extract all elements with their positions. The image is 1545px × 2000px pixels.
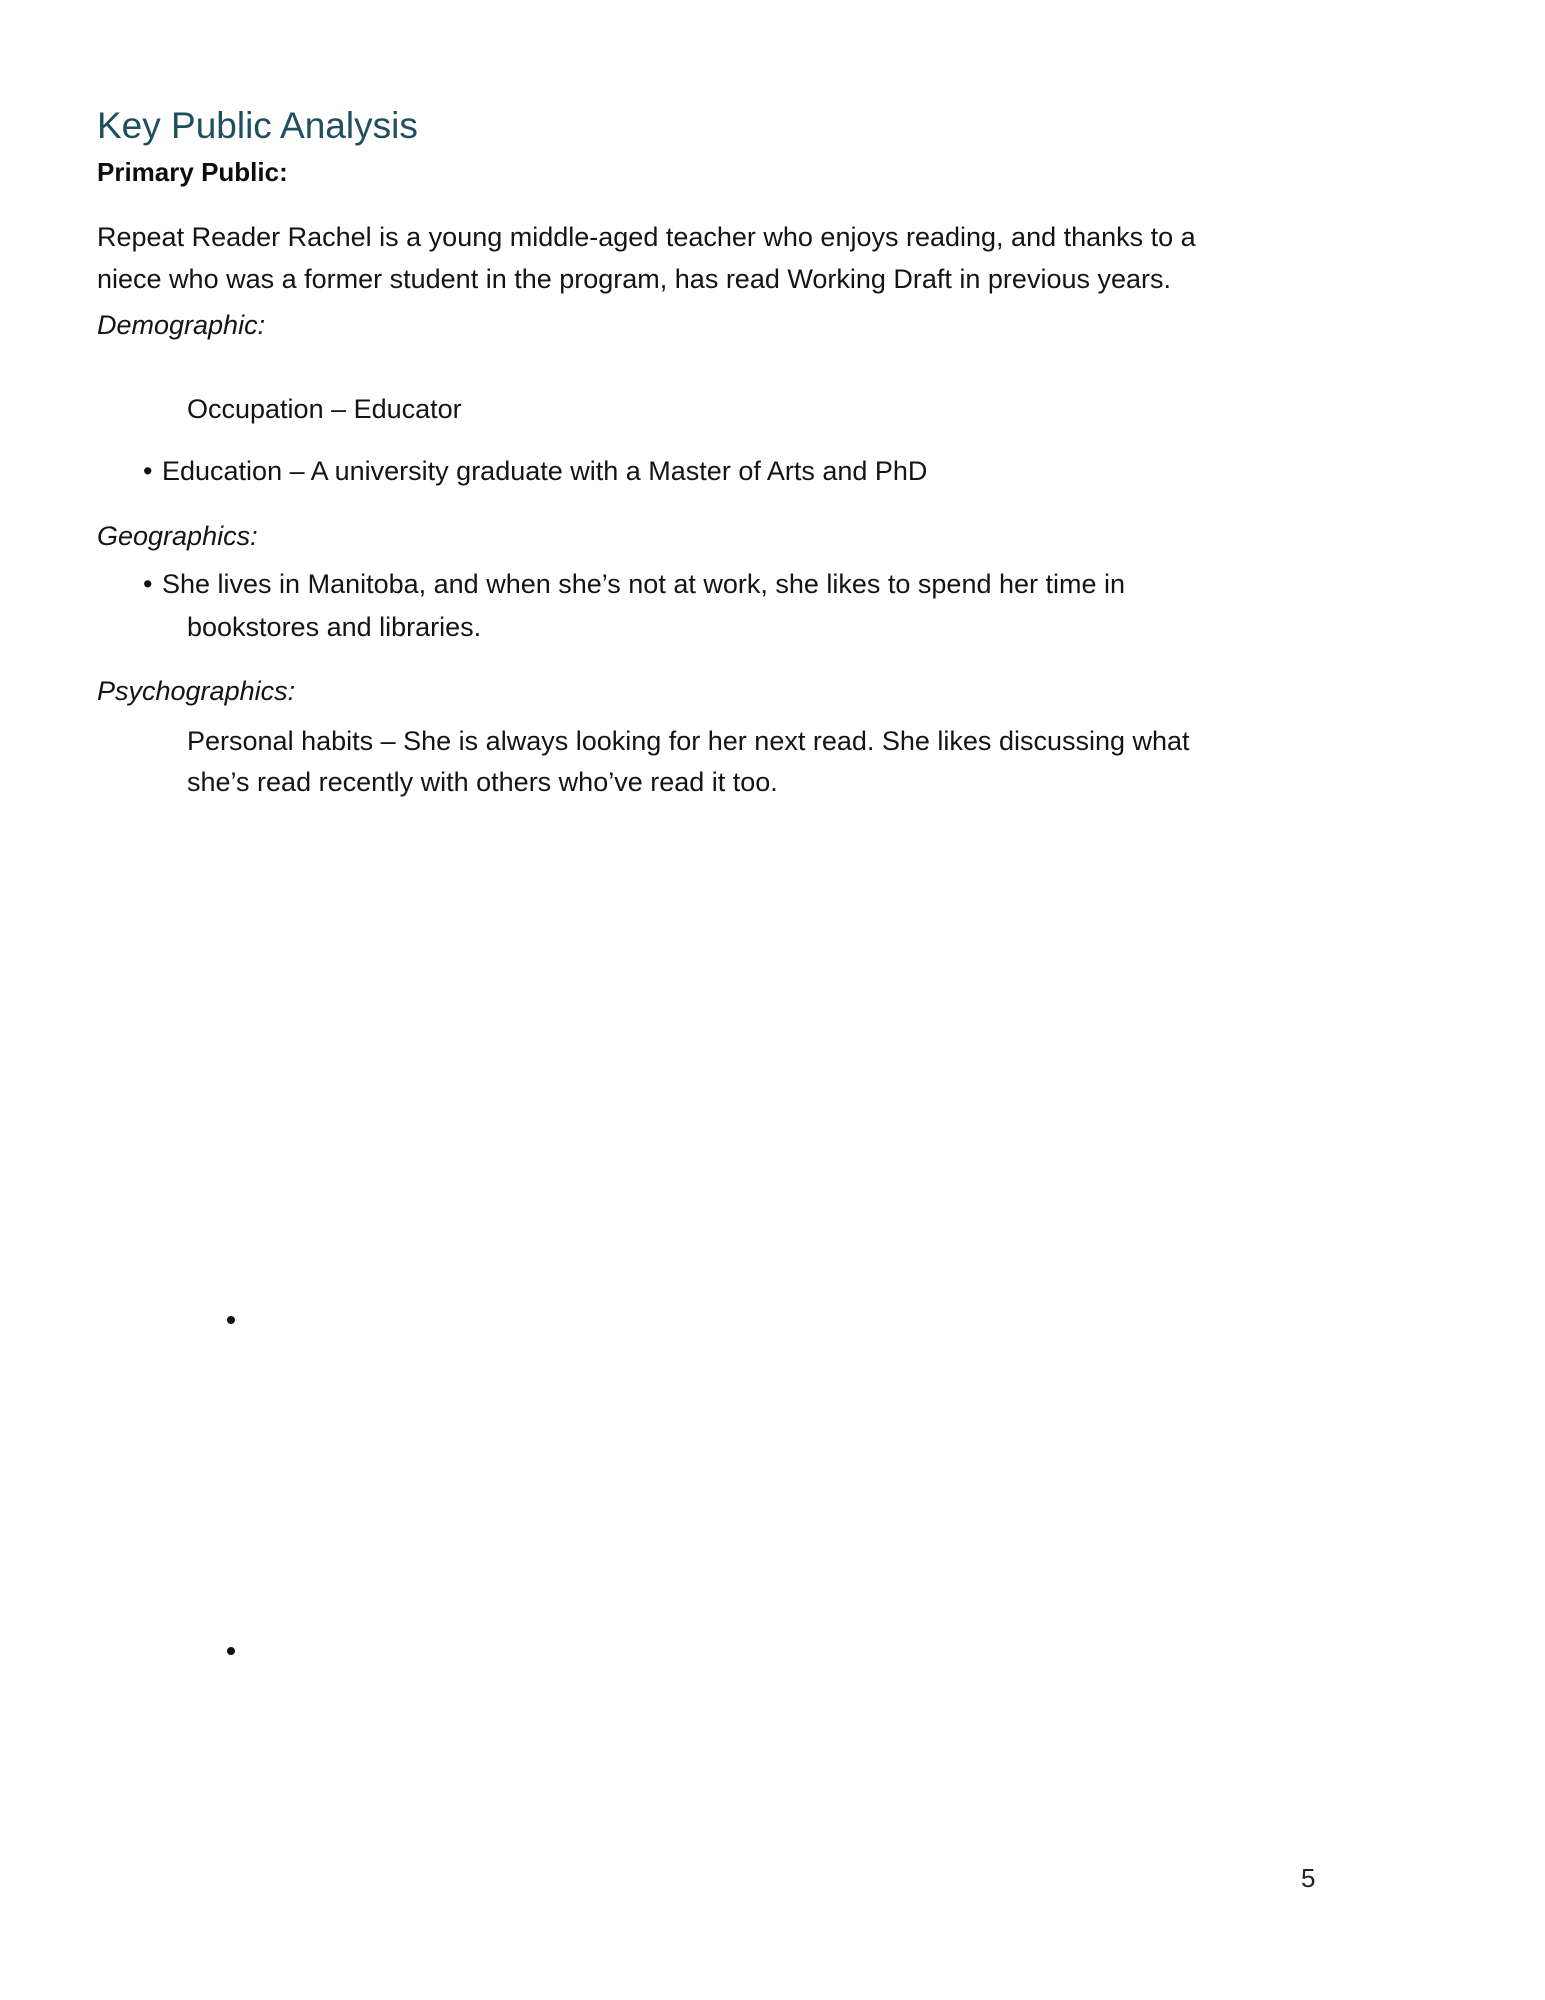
section-heading: Key Public Analysis xyxy=(97,105,418,146)
personal-habits-line-1: Personal habits – She is always looking for her next read. She likes discussing what xyxy=(187,726,1190,756)
empty-bullet-icon xyxy=(227,1316,235,1324)
demographic-label: Demographic: xyxy=(97,310,266,340)
intro-paragraph-line-1: Repeat Reader Rachel is a young middle-aged teacher who enjoys reading, and thanks to a xyxy=(97,222,1196,252)
education-item: Education – A university graduate with a Master of Arts and PhD xyxy=(162,456,928,486)
occupation-item: Occupation – Educator xyxy=(187,394,462,424)
psychographics-label: Psychographics: xyxy=(97,676,296,706)
empty-bullet-icon xyxy=(227,1647,235,1655)
intro-paragraph-line-2: niece who was a former student in the program, has read Working Draft in previous years. xyxy=(97,264,1172,294)
bullet-icon: • xyxy=(143,569,153,599)
bullet-icon: • xyxy=(143,456,153,486)
geographics-item-line-1: She lives in Manitoba, and when she’s not at work, she likes to spend her time in xyxy=(162,569,1126,599)
page-number: 5 xyxy=(1301,1863,1316,1893)
geographics-item-line-2: bookstores and libraries. xyxy=(187,612,482,642)
primary-public-subheading: Primary Public: xyxy=(97,157,288,187)
personal-habits-line-2: she’s read recently with others who’ve read it too. xyxy=(187,767,778,797)
geographics-label: Geographics: xyxy=(97,521,258,551)
